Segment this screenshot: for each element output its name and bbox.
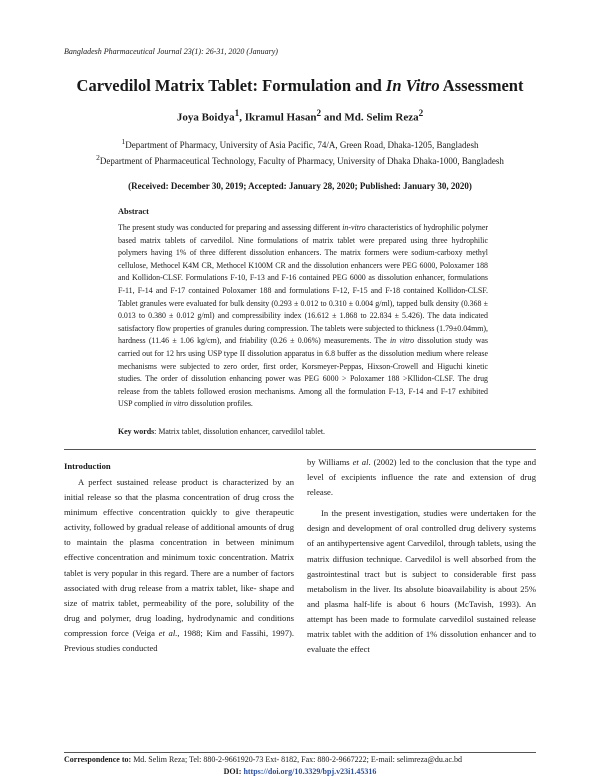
doi-line xyxy=(0,767,600,776)
body-italic: et al xyxy=(352,457,369,467)
journal-citation: Bangladesh Pharmaceutical Journal 23(1): 26-31, 2020 (January) xyxy=(64,47,278,56)
body-text: by Williams xyxy=(307,457,353,467)
abstract-italic: in vitro xyxy=(165,399,189,409)
affiliation-2 xyxy=(60,152,540,168)
affiliations xyxy=(60,136,540,167)
publication-dates: (Received: December 30, 2019; Accepted: January 28, 2020; Published: January 30, 2020) xyxy=(128,181,472,191)
abstract-text: dissolution study was carried out for 12 hrs using USP type II dissolution apparatus in 6.8 buffer as the dissolution medium where release mechanisms were subjected to zero order, first order, Korsmeyer-Peppas, Hixson-Crowell and Higuchi kinetic studies. The order of dissolution enhancing power was PEG 6000 > Poloxamer 188 >Kllidon-CLSF. The drug release from the tablets followed erosion mechanisms. Among all the formulation F-13, F-14 and F-17 exhibited USP complied xyxy=(118,336,488,409)
correspondence xyxy=(64,755,462,764)
doi-link[interactable]: https://doi.org/10.3329/bpj.v23i1.45316 xyxy=(243,767,377,776)
keywords xyxy=(118,427,488,436)
affil-text: Department of Pharmaceutical Technology, Faculty of Pharmacy, University of Dhaka Dhaka-1000, Bangladesh xyxy=(99,155,504,166)
abstract-text: dissolution profiles. xyxy=(188,399,253,409)
abstract-body xyxy=(118,222,488,411)
author-name: Ikramul Hasan xyxy=(244,111,317,124)
keywords-text: : Matrix tablet, dissolution enhancer, carvedilol tablet. xyxy=(154,427,325,436)
abstract-text: characteristics of hydrophilic polymer based matrix tablets of carvedilol. Nine formulations of matrix tablet were prepared using three hydrophilic polymers having 1% of three different dissolution enhancers. The matrix formers were sodium-carboxy methyl cellulose, Methocel K4M CR, Methocel K100M CR and the dissolution enhancers were PEG 6000, Poloxamer 188 and Kollidon-CLSF. Formulations F-10, F-13 and F-16 contained PEG 6000 as dissolution enhancer, formulations F-11, F-14 and F-17 contained Poloxamer 188 and formulations F-12, F-15 and F-18 contained Kollidon-CLSF. Tablet granules were evaluated for bulk density (0.293 ± 0.012 to 0.310 ± 0.004 g/ml), tapped bulk density (0.368 ± 0.013 to 0.380 ± 0.012 g/ml) and compressibility index (16.612 ± 1.868 to 22.834 ± 5.426). The data indicated satisfactory flow properties of granules during compression. The tablets were subjected to thickness (1.79±0.04mm), hardness (11.46 ± 1.06 kg/cm), and friability (0.26 ± 0.06%) measurements. The xyxy=(118,223,489,346)
left-column xyxy=(64,475,294,656)
introduction-heading: Introduction xyxy=(64,461,111,471)
author-affil-mark: 2 xyxy=(418,108,424,118)
keywords-label: Key words xyxy=(118,427,155,436)
correspondence-text: Md. Selim Reza; Tel: 880-2-9661920-73 Ext- 8182, Fax: 880-2-9667222; E-mail: selimreza@du.ac.bd xyxy=(131,755,463,764)
right-column xyxy=(307,455,536,657)
author-name: Joya Boidya xyxy=(176,111,235,124)
body-text: A perfect sustained release product is characterized by an initial release so that the plasma concentration of drug cross the minimum effective concentration quickly to give therapeutic activity, followed by gradual release of additional amounts of drug to maintain the plasma concentration in between minimum effective concentration and minimum toxic concentration. Matrix tablet is very popular in this regard. There are a number of factors associated with drug release from a matrix tablet, like- shape and size of matrix tablet, permeability of the pore, solubility of the drug and polymer, drug loading, hydrodynamic and conditions compression force (Veiga xyxy=(64,477,294,638)
section-divider xyxy=(64,449,536,450)
title-italic: In Vitro xyxy=(385,76,440,95)
body-text: . (2002) led to the conclusion that the type and level of excipients influence the rate and extension of drug release. xyxy=(307,457,536,498)
affil-text: Department of Pharmacy, University of Asia Pacific, 74/A, Green Road, Dhaka-1205, Bangladesh xyxy=(125,140,479,150)
abstract-text: The present study was conducted for preparing and assessing different xyxy=(118,223,343,232)
intro-paragraph-1 xyxy=(64,475,294,656)
intro-paragraph-2: In the present investigation, studies were undertaken for the design and development of oral controlled drug delivery systems of an antihypertensive agent Carvedilol, through tablets, using the matrix diffusion technique. Carvedilol is well absorbed from the gastrointestinal tract but is subject to considerable first pass metabolism in the liver. Its absolute bioavailability is about 25% and plasma half-life is about 6 hours (McTavish, 1993). An attempt has been made to formulate carvedilol sustained release matrix tablet with the addition of 1% dissolution enhancer and to evaluate the effect xyxy=(307,508,536,655)
intro-paragraph-1-cont xyxy=(307,455,536,500)
footer-divider xyxy=(64,752,536,753)
title-end: Assessment xyxy=(439,76,524,95)
author-affil-mark: 1 xyxy=(234,108,240,118)
abstract-italic: in-vitro xyxy=(342,223,366,232)
author-name: Md. Selim Reza xyxy=(344,111,419,124)
abstract-heading: Abstract xyxy=(118,207,149,216)
author-sep: and xyxy=(321,111,345,124)
author-affil-mark: 2 xyxy=(316,108,322,118)
title-plain: Carvedilol Matrix Tablet: Formulation and xyxy=(76,76,386,95)
author-list xyxy=(0,108,600,124)
correspondence-label: Correspondence to: xyxy=(64,755,132,764)
affil-mark: 1 xyxy=(121,137,126,146)
affiliation-1 xyxy=(60,136,540,152)
author-sep: , xyxy=(239,111,245,124)
body-italic: et al. xyxy=(158,627,178,638)
doi-label: DOI: xyxy=(223,767,244,776)
abstract-italic: in vitro xyxy=(389,336,415,346)
article-title xyxy=(0,76,600,96)
body-text: , 1988; Kim and Fassihi, 1997). Previous studies conducted xyxy=(64,627,294,654)
affil-mark: 2 xyxy=(96,152,100,162)
